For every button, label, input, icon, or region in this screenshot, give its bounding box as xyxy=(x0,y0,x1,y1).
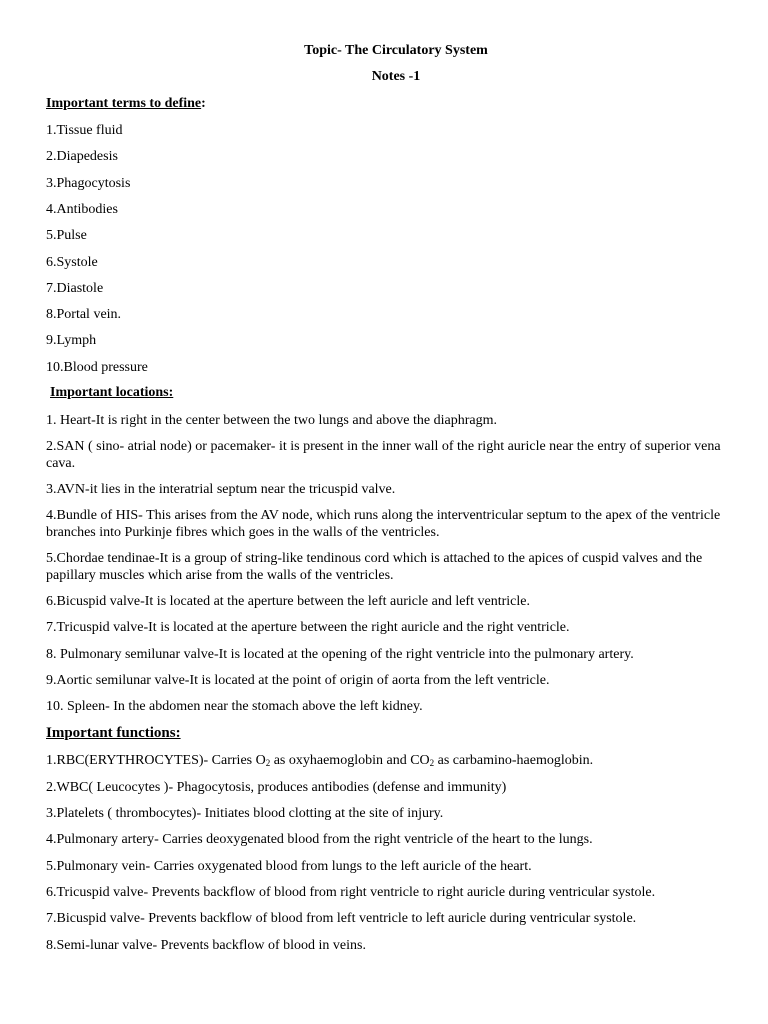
term-item: 3.Phagocytosis xyxy=(46,176,131,191)
term-item: 9.Lymph xyxy=(46,333,97,348)
location-item: 10. Spleen- In the abdomen near the stomach above the left kidney. xyxy=(46,699,423,714)
function-item: 6.Tricuspid valve- Prevents backflow of blood from right ventricle to right auricle during ventricular systole. xyxy=(46,885,656,900)
location-item: 7.Tricuspid valve-It is located at the aperture between the right auricle and the right ventricle. xyxy=(46,620,570,635)
term-item: 6.Systole xyxy=(46,255,98,270)
term-item: 4.Antibodies xyxy=(46,202,118,217)
location-item: 1. Heart-It is right in the center between the two lungs and above the diaphragm. xyxy=(46,413,497,428)
location-item: 2.SAN ( sino- atrial node) or pacemaker- it is present in the inner wall of the right auricle near the entry of superior vena cava. xyxy=(46,439,721,471)
locations-heading: Important locations: xyxy=(50,385,174,400)
notes-subtitle: Notes -1 xyxy=(371,69,421,84)
location-item: 4.Bundle of HIS- This arises from the AV node, which runs along the interventricular septum to the apex of the ventricle branches into Purkinje fibres which goes in the walls of the ventricles. xyxy=(46,508,721,540)
function-item: 8.Semi-lunar valve- Prevents backflow of blood in veins. xyxy=(46,938,366,953)
terms-heading: Important terms to define: xyxy=(46,96,206,111)
location-item: 9.Aortic semilunar valve-It is located at the point of origin of aorta from the left ventricle. xyxy=(46,673,550,688)
function-item: 3.Platelets ( thrombocytes)- Initiates blood clotting at the site of injury. xyxy=(46,806,444,821)
term-item: 2.Diapedesis xyxy=(46,149,118,164)
location-item: 6.Bicuspid valve-It is located at the aperture between the left auricle and left ventricle. xyxy=(46,594,530,609)
term-item: 1.Tissue fluid xyxy=(46,123,123,138)
term-item: 10.Blood pressure xyxy=(46,360,148,375)
location-item: 3.AVN-it lies in the interatrial septum near the tricuspid valve. xyxy=(46,482,396,497)
location-item: 8. Pulmonary semilunar valve-It is located at the opening of the right ventricle into the pulmonary artery. xyxy=(46,647,634,662)
function-item-rbc: 1.RBC(ERYTHROCYTES)- Carries $O_2$ as oxyhaemoglobin and $CO_2$ as carbamino-haemoglobin. xyxy=(46,753,594,768)
term-item: 7.Diastole xyxy=(46,281,104,296)
function-item: 5.Pulmonary vein- Carries oxygenated blood from lungs to the left auricle of the heart. xyxy=(46,859,532,874)
function-item: 7.Bicuspid valve- Prevents backflow of blood from left ventricle to left auricle during ventricular systole. xyxy=(46,911,637,926)
page-title: Topic- The Circulatory System xyxy=(304,43,488,58)
location-item: 5.Chordae tendinae-It is a group of string-like tendinous cord which is attached to the apices of cuspid valves and the papillary muscles which arise from the walls of the ventricles. xyxy=(46,551,703,583)
function-item: 4.Pulmonary artery- Carries deoxygenated blood from the right ventricle of the heart to the lungs. xyxy=(46,832,593,847)
term-item: 8.Portal vein. xyxy=(46,307,122,322)
functions-heading: Important functions: xyxy=(46,725,181,741)
term-item: 5.Pulse xyxy=(46,228,87,243)
function-item: 2.WBC( Leucocytes )- Phagocytosis, produces antibodies (defense and immunity) xyxy=(46,780,507,795)
